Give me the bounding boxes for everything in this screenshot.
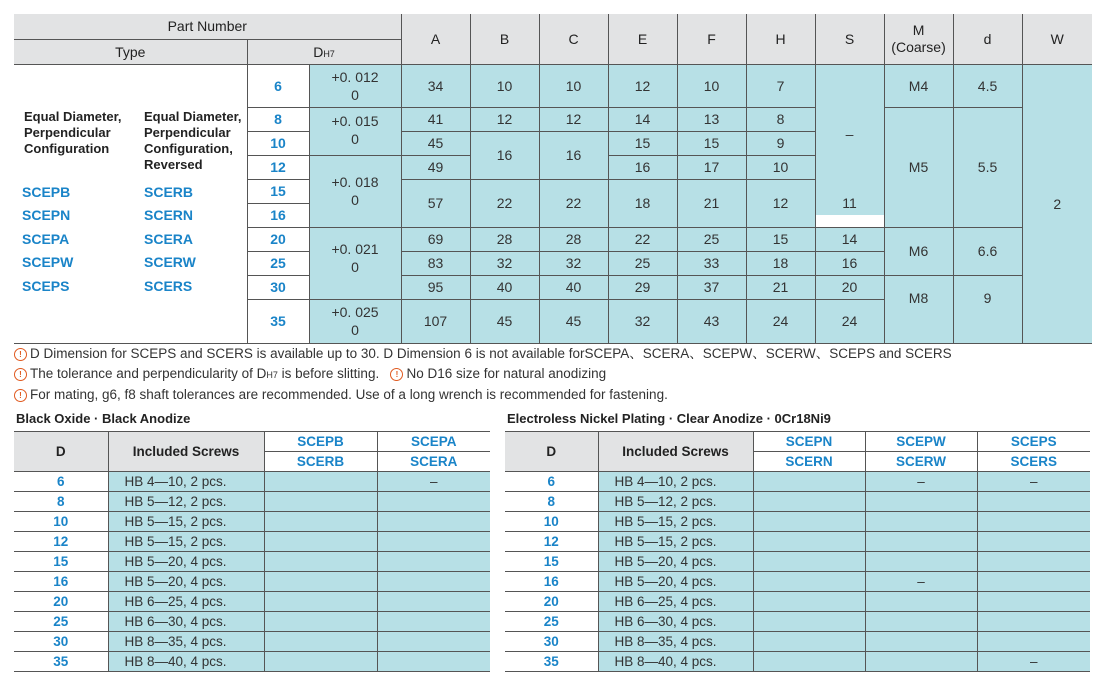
type-col1-line: Equal Diameter, <box>24 108 122 124</box>
c-value: 40 <box>539 275 608 299</box>
screws-value: HB 5—20, 4 pcs. <box>598 572 753 592</box>
screws-header: Included Screws <box>108 432 264 472</box>
tolerance-cell <box>309 227 401 299</box>
m-value: M5 <box>884 107 953 227</box>
type-col1-line: Perpendicular <box>24 124 111 140</box>
table-row <box>505 532 1090 552</box>
note <box>14 385 1094 405</box>
screws-value: HB 4—10, 2 pcs. <box>598 472 753 492</box>
e-value: 32 <box>608 299 677 343</box>
col-e-header: E <box>608 14 677 64</box>
e-value: 14 <box>608 107 677 131</box>
availability-cell <box>377 492 490 512</box>
e-value: 16 <box>608 155 677 179</box>
dd-value: 6.6 <box>953 227 1022 275</box>
note-text: is before slitting. <box>277 366 380 381</box>
table-row <box>14 632 490 652</box>
d-value: 15 <box>247 179 309 203</box>
e-value: 29 <box>608 275 677 299</box>
e-value: 12 <box>608 64 677 107</box>
availability-cell <box>264 512 377 532</box>
d-value: 30 <box>14 632 108 652</box>
availability-cell <box>977 572 1090 592</box>
tol-lower: 0 <box>351 130 359 147</box>
table-row <box>505 632 1090 652</box>
a-value: 95 <box>401 275 470 299</box>
d-value: 30 <box>505 632 598 652</box>
table-row <box>14 532 490 552</box>
col-a-header: A <box>401 14 470 64</box>
b-value: 12 <box>470 107 539 131</box>
table-row <box>14 652 490 672</box>
d-value: 6 <box>247 64 309 107</box>
availability-cell <box>264 492 377 512</box>
table-row <box>14 512 490 532</box>
availability-cell <box>753 652 865 672</box>
d-value: 15 <box>505 552 598 572</box>
f-value: 13 <box>677 107 746 131</box>
availability-cell: – <box>977 652 1090 672</box>
type-col1-line: Configuration <box>24 140 110 156</box>
a-value: 83 <box>401 251 470 275</box>
availability-cell <box>264 632 377 652</box>
d-value: 6 <box>14 472 108 492</box>
tol-lower: 0 <box>351 86 359 103</box>
availability-cell <box>865 492 977 512</box>
m-value: M6 <box>884 227 953 275</box>
note-text: The tolerance and perpendicularity of D <box>30 366 267 381</box>
series-header[interactable]: SCERB <box>264 452 377 472</box>
note-subscript: H7 <box>266 370 278 380</box>
h-value: 8 <box>746 107 815 131</box>
part-code[interactable]: SCERW <box>144 254 196 270</box>
col-s-header: S <box>815 14 884 64</box>
table-row <box>505 572 1090 592</box>
availability-cell <box>377 552 490 572</box>
b-value: 45 <box>470 299 539 343</box>
col-b-header: B <box>470 14 539 64</box>
availability-cell <box>753 592 865 612</box>
f-value: 21 <box>677 179 746 227</box>
series-header[interactable]: SCEPN <box>753 432 865 452</box>
availability-cell <box>753 572 865 592</box>
col-m-header <box>884 14 953 64</box>
d-value: 30 <box>247 275 309 299</box>
d-value: 16 <box>14 572 108 592</box>
d-value: 8 <box>14 492 108 512</box>
h-value: 7 <box>746 64 815 107</box>
availability-cell <box>377 652 490 672</box>
caution-icon: ! <box>14 348 27 361</box>
screws-value: HB 4—10, 2 pcs. <box>108 472 264 492</box>
dd-value: 5.5 <box>953 107 1022 227</box>
f-value: 15 <box>677 131 746 155</box>
screws-value: HB 6—25, 4 pcs. <box>598 592 753 612</box>
d-value: 35 <box>14 652 108 672</box>
b-value: 16 <box>470 131 539 179</box>
availability-cell <box>977 632 1090 652</box>
c-value: 45 <box>539 299 608 343</box>
screws-value: HB 6—30, 4 pcs. <box>108 612 264 632</box>
availability-cell <box>264 612 377 632</box>
b-value: 40 <box>470 275 539 299</box>
tol-lower: 0 <box>351 258 359 275</box>
type-cell <box>14 64 247 343</box>
d-value: 8 <box>505 492 598 512</box>
availability-cell <box>977 492 1090 512</box>
d-value: 10 <box>505 512 598 532</box>
a-value: 45 <box>401 131 470 155</box>
c-value: 10 <box>539 64 608 107</box>
c-value: 16 <box>539 131 608 179</box>
availability-cell <box>377 512 490 532</box>
type-col2 <box>144 109 242 173</box>
s-value: – <box>815 64 884 203</box>
table-row <box>505 592 1090 612</box>
c-value: 28 <box>539 227 608 251</box>
table-row <box>505 612 1090 632</box>
c-value: 22 <box>539 179 608 227</box>
part-code[interactable]: SCERS <box>144 277 193 294</box>
d-value: 20 <box>247 227 309 251</box>
d-header: D <box>505 432 598 472</box>
d-value: 12 <box>14 532 108 552</box>
f-value: 43 <box>677 299 746 343</box>
tol-upper: +0. 018 <box>331 174 379 190</box>
caution-icon: ! <box>14 368 27 381</box>
availability-cell <box>753 632 865 652</box>
availability-cell <box>377 612 490 632</box>
tolerance-cell <box>309 64 401 107</box>
part-code[interactable]: SCEPB <box>22 183 71 200</box>
screws-value: HB 8—40, 4 pcs. <box>598 652 753 672</box>
col-d-header: d <box>953 14 1022 64</box>
h-value: 15 <box>746 227 815 251</box>
a-value: 34 <box>401 64 470 107</box>
w-value: 2 <box>1022 64 1092 343</box>
availability-cell: – <box>377 472 490 492</box>
table-row <box>14 492 490 512</box>
a-value: 107 <box>401 299 470 343</box>
availability-cell <box>264 472 377 492</box>
availability-cell <box>977 612 1090 632</box>
d-value: 25 <box>14 612 108 632</box>
tol-lower: 0 <box>351 192 359 208</box>
series-header[interactable]: SCEPA <box>377 432 490 452</box>
col-f-header: F <box>677 14 746 64</box>
dimensions-table <box>14 14 1092 344</box>
h-value: 18 <box>746 251 815 275</box>
series-header[interactable]: SCEPS <box>977 432 1090 452</box>
availability-cell <box>377 592 490 612</box>
table-row <box>14 572 490 592</box>
h-value: 9 <box>746 131 815 155</box>
m-value: M8 <box>884 275 953 343</box>
c-value: 32 <box>539 251 608 275</box>
table-row <box>505 472 1090 492</box>
availability-cell <box>977 532 1090 552</box>
part-code[interactable]: SCEPW <box>22 254 74 270</box>
s-value: 11 <box>815 191 884 215</box>
screws-value: HB 5—15, 2 pcs. <box>108 532 264 552</box>
a-value: 49 <box>401 155 470 179</box>
part-code[interactable]: SCEPS <box>22 277 70 294</box>
f-value: 37 <box>677 275 746 299</box>
screws-value: HB 6—30, 4 pcs. <box>598 612 753 632</box>
table-row <box>505 652 1090 672</box>
table-row <box>505 552 1090 572</box>
screws-value: HB 5—15, 2 pcs. <box>108 512 264 532</box>
availability-cell <box>264 532 377 552</box>
d-value: 12 <box>505 532 598 552</box>
d-value: 16 <box>247 203 309 227</box>
part-list-1 <box>22 181 73 299</box>
d-value: 25 <box>505 612 598 632</box>
part-code[interactable]: SCERA <box>144 230 194 247</box>
right-table-title: Electroless Nickel Plating · Clear Anodize · 0Cr18Ni9 <box>507 411 831 426</box>
screws-value: HB 8—40, 4 pcs. <box>108 652 264 672</box>
dd-value: 4.5 <box>953 64 1022 107</box>
tol-upper: +0. 012 <box>331 68 379 85</box>
f-value: 10 <box>677 64 746 107</box>
tolerance-cell <box>309 107 401 155</box>
availability-cell <box>865 512 977 532</box>
notes <box>14 344 1094 405</box>
col-m-coarse: (Coarse) <box>891 38 946 55</box>
note <box>14 364 1094 385</box>
series-header[interactable]: SCEPB <box>264 432 377 452</box>
d-value: 10 <box>14 512 108 532</box>
col-m-label: M <box>912 21 925 38</box>
h-value: 24 <box>746 299 815 343</box>
d-header: D <box>14 432 108 472</box>
b-value: 22 <box>470 179 539 227</box>
table-row <box>505 512 1090 532</box>
tolerance-cell <box>309 299 401 343</box>
a-value: 41 <box>401 107 470 131</box>
h-value: 21 <box>746 275 815 299</box>
availability-cell <box>865 612 977 632</box>
series-header[interactable]: SCERA <box>377 452 490 472</box>
availability-cell <box>753 552 865 572</box>
note-text: D Dimension for SCEPS and SCERS is available up to 30. D Dimension 6 is not available forSCEPA、SCERA、SCEPW、SCERW、SCEPS and SCERS <box>30 346 952 361</box>
d-value: 8 <box>247 107 309 131</box>
type-col2-line: Equal Diameter, <box>144 108 242 124</box>
screws-value: HB 8—35, 4 pcs. <box>108 632 264 652</box>
dh7-subscript: H7 <box>323 48 335 59</box>
dh7-label: D <box>313 43 324 60</box>
d-value: 20 <box>505 592 598 612</box>
series-header[interactable]: SCERN <box>753 452 865 472</box>
screws-value: HB 5—20, 4 pcs. <box>598 552 753 572</box>
d-value: 12 <box>247 155 309 179</box>
part-code[interactable]: SCEPN <box>22 207 71 223</box>
s-value: 16 <box>815 251 884 275</box>
screws-value: HB 5—20, 4 pcs. <box>108 572 264 592</box>
d-value: 10 <box>247 131 309 155</box>
s-value: 20 <box>815 275 884 299</box>
tol-upper: +0. 021 <box>331 240 379 257</box>
f-value: 17 <box>677 155 746 179</box>
col-w-header: W <box>1022 14 1092 64</box>
availability-cell <box>977 552 1090 572</box>
availability-cell <box>865 652 977 672</box>
e-value: 25 <box>608 251 677 275</box>
screws-value: HB 5—12, 2 pcs. <box>598 492 753 512</box>
availability-cell <box>377 632 490 652</box>
part-number-header: Part Number <box>14 14 401 39</box>
tol-lower: 0 <box>351 322 359 338</box>
b-value: 10 <box>470 64 539 107</box>
series-header[interactable]: SCERW <box>865 452 977 472</box>
e-value: 15 <box>608 131 677 155</box>
availability-cell <box>753 492 865 512</box>
c-value: 12 <box>539 107 608 131</box>
type-col2-line: Reversed <box>144 156 203 172</box>
note <box>14 344 1094 364</box>
screws-value: HB 5—20, 4 pcs. <box>108 552 264 572</box>
availability-cell <box>377 572 490 592</box>
availability-cell: – <box>865 472 977 492</box>
availability-cell: – <box>977 472 1090 492</box>
availability-cell <box>753 512 865 532</box>
availability-cell <box>753 612 865 632</box>
tol-upper: +0. 015 <box>331 112 379 129</box>
type-col1 <box>24 109 122 157</box>
note-text: For mating, g6, f8 shaft tolerances are recommended. Use of a long wrench is recommended for fastening. <box>30 387 668 402</box>
availability-cell <box>865 552 977 572</box>
f-value: 25 <box>677 227 746 251</box>
col-h-header: H <box>746 14 815 64</box>
availability-cell <box>977 512 1090 532</box>
table-row <box>14 472 490 492</box>
availability-cell <box>264 552 377 572</box>
tolerance-cell <box>309 155 401 227</box>
note-text: No D16 size for natural anodizing <box>406 366 607 381</box>
table-row <box>14 552 490 572</box>
type-header: Type <box>14 39 247 64</box>
table-row <box>14 612 490 632</box>
s-value: 24 <box>815 299 884 343</box>
tol-upper: +0. 025 <box>331 304 379 320</box>
e-value: 18 <box>608 179 677 227</box>
availability-cell <box>865 632 977 652</box>
caution-icon: ! <box>390 368 403 381</box>
d-value: 20 <box>14 592 108 612</box>
type-col2-line: Perpendicular <box>144 124 231 140</box>
availability-cell <box>977 592 1090 612</box>
table-row <box>14 592 490 612</box>
left-table-title: Black Oxide · Black Anodize <box>16 411 191 426</box>
availability-cell <box>264 592 377 612</box>
availability-cell <box>865 532 977 552</box>
type-col2-line: Configuration, <box>144 140 233 156</box>
part-code[interactable]: SCERN <box>144 207 194 223</box>
dd-value: 9 <box>953 275 1022 343</box>
b-value: 32 <box>470 251 539 275</box>
col-c-header: C <box>539 14 608 64</box>
a-value: 57 <box>401 179 470 227</box>
part-code[interactable]: SCERB <box>144 183 194 200</box>
availability-cell <box>264 572 377 592</box>
availability-cell <box>865 592 977 612</box>
h-value: 12 <box>746 179 815 227</box>
screws-value: HB 8—35, 4 pcs. <box>598 632 753 652</box>
b-value: 28 <box>470 227 539 251</box>
f-value: 33 <box>677 251 746 275</box>
availability-cell <box>753 532 865 552</box>
availability-cell: – <box>865 572 977 592</box>
e-value: 22 <box>608 227 677 251</box>
d-value: 6 <box>505 472 598 492</box>
part-list-2 <box>144 181 196 299</box>
screws-value: HB 5—15, 2 pcs. <box>598 532 753 552</box>
screws-value: HB 5—15, 2 pcs. <box>598 512 753 532</box>
series-header[interactable]: SCERS <box>977 452 1090 472</box>
table-row <box>505 492 1090 512</box>
caution-icon: ! <box>14 389 27 402</box>
d-value: 35 <box>505 652 598 672</box>
d-value: 25 <box>247 251 309 275</box>
m-value: M4 <box>884 64 953 107</box>
s-value: 14 <box>815 227 884 251</box>
d-value: 16 <box>505 572 598 592</box>
dh7-header <box>247 39 401 64</box>
a-value: 69 <box>401 227 470 251</box>
part-code[interactable]: SCEPA <box>22 230 70 247</box>
availability-cell <box>264 652 377 672</box>
d-value: 15 <box>14 552 108 572</box>
availability-cell <box>377 532 490 552</box>
d-value: 35 <box>247 299 309 343</box>
h-value: 10 <box>746 155 815 179</box>
availability-cell <box>753 472 865 492</box>
screws-value: HB 5—12, 2 pcs. <box>108 492 264 512</box>
screws-header: Included Screws <box>598 432 753 472</box>
screws-value: HB 6—25, 4 pcs. <box>108 592 264 612</box>
series-header[interactable]: SCEPW <box>865 432 977 452</box>
screws-table-nickel <box>505 431 1090 672</box>
screws-table-black <box>14 431 490 672</box>
